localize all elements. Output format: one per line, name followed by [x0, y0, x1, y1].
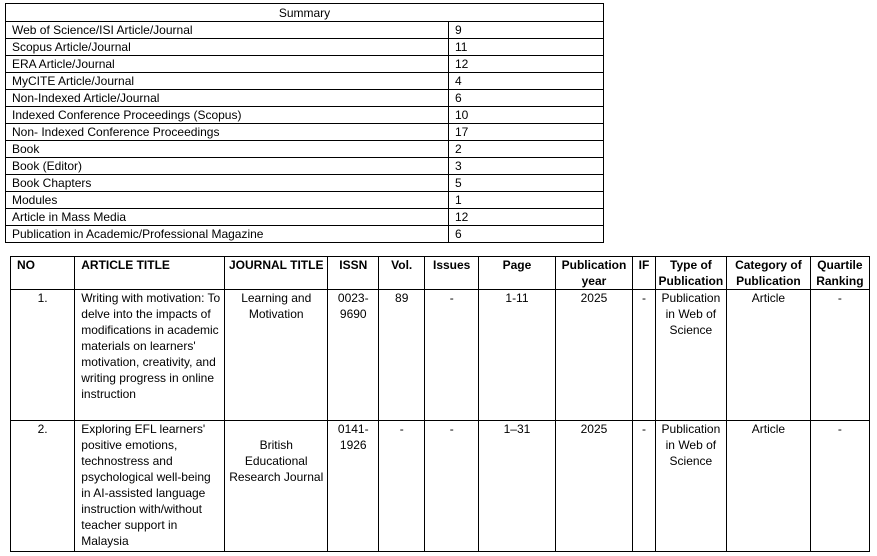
article-no: 1. [11, 290, 75, 421]
summary-count: 17 [449, 124, 604, 141]
summary-row [6, 124, 604, 141]
article-vol: 89 [379, 290, 425, 421]
summary-count: 5 [449, 175, 604, 192]
article-issues: - [425, 290, 479, 421]
summary-row [6, 56, 604, 73]
summary-table [5, 3, 604, 243]
header-publication-year: Publication year [555, 257, 633, 290]
summary-count: 1 [449, 192, 604, 209]
article-page: 1-11 [479, 290, 556, 421]
article-no: 2. [11, 421, 75, 552]
header-vol: Vol. [379, 257, 425, 290]
article-issn: 0023-9690 [328, 290, 379, 421]
summary-label: Book (Editor) [6, 158, 449, 175]
header-issn: ISSN [328, 257, 379, 290]
article-vol: - [379, 421, 425, 552]
article-issues: - [425, 421, 479, 552]
article-title: Writing with motivation: To delve into the impacts of modifications in academic materials on learners' motivation, creativity, and writing progress in online instruction [75, 290, 225, 421]
summary-row [6, 90, 604, 107]
summary-label: Modules [6, 192, 449, 209]
article-if: - [633, 290, 655, 421]
summary-label: Article in Mass Media [6, 209, 449, 226]
summary-label: Indexed Conference Proceedings (Scopus) [6, 107, 449, 124]
header-article-title: ARTICLE TITLE [75, 257, 225, 290]
summary-count: 2 [449, 141, 604, 158]
header-quartile-ranking: Quartile Ranking [810, 257, 869, 290]
article-year: 2025 [555, 290, 633, 421]
header-issues: Issues [425, 257, 479, 290]
summary-count: 9 [449, 22, 604, 39]
summary-label: MyCITE Article/Journal [6, 73, 449, 90]
articles-table [10, 256, 870, 552]
article-quartile: - [810, 421, 869, 552]
summary-label: Book [6, 141, 449, 158]
article-journal: Learning and Motivation [225, 290, 328, 421]
summary-row [6, 209, 604, 226]
summary-label: Book Chapters [6, 175, 449, 192]
article-type: Publication in Web of Science [655, 290, 726, 421]
article-page: 1–31 [479, 421, 556, 552]
summary-count: 12 [449, 56, 604, 73]
summary-row [6, 39, 604, 56]
summary-count: 12 [449, 209, 604, 226]
article-quartile: - [810, 290, 869, 421]
summary-row [6, 141, 604, 158]
summary-label: Scopus Article/Journal [6, 39, 449, 56]
article-year: 2025 [555, 421, 633, 552]
summary-heading: Summary [6, 4, 604, 22]
article-category: Article [727, 421, 811, 552]
header-category-of-publication: Category of Publication [727, 257, 811, 290]
header-type-of-publication: Type of Publication [655, 257, 726, 290]
summary-label: ERA Article/Journal [6, 56, 449, 73]
header-no: NO [11, 257, 75, 290]
header-page: Page [479, 257, 556, 290]
articles-header-row [11, 257, 870, 290]
summary-row [6, 22, 604, 39]
summary-row [6, 158, 604, 175]
summary-label: Non-Indexed Article/Journal [6, 90, 449, 107]
summary-header-row [6, 4, 604, 22]
summary-row [6, 226, 604, 243]
summary-count: 3 [449, 158, 604, 175]
article-row [11, 421, 870, 552]
article-journal: British Educational Research Journal [225, 421, 328, 552]
summary-row [6, 192, 604, 209]
summary-label: Web of Science/ISI Article/Journal [6, 22, 449, 39]
header-if: IF [633, 257, 655, 290]
article-type: Publication in Web of Science [655, 421, 726, 552]
article-row [11, 290, 870, 421]
summary-label: Non- Indexed Conference Proceedings [6, 124, 449, 141]
header-journal-title: JOURNAL TITLE [225, 257, 328, 290]
article-if: - [633, 421, 655, 552]
article-issn: 0141-1926 [328, 421, 379, 552]
article-category: Article [727, 290, 811, 421]
summary-label: Publication in Academic/Professional Magazine [6, 226, 449, 243]
summary-row [6, 107, 604, 124]
article-title: Exploring EFL learners' positive emotions, technostress and psychological well-being in AI-assisted language instruction with/without teacher support in Malaysia [75, 421, 225, 552]
summary-count: 6 [449, 90, 604, 107]
summary-row [6, 175, 604, 192]
summary-row [6, 73, 604, 90]
summary-count: 6 [449, 226, 604, 243]
summary-count: 4 [449, 73, 604, 90]
summary-count: 11 [449, 39, 604, 56]
summary-count: 10 [449, 107, 604, 124]
